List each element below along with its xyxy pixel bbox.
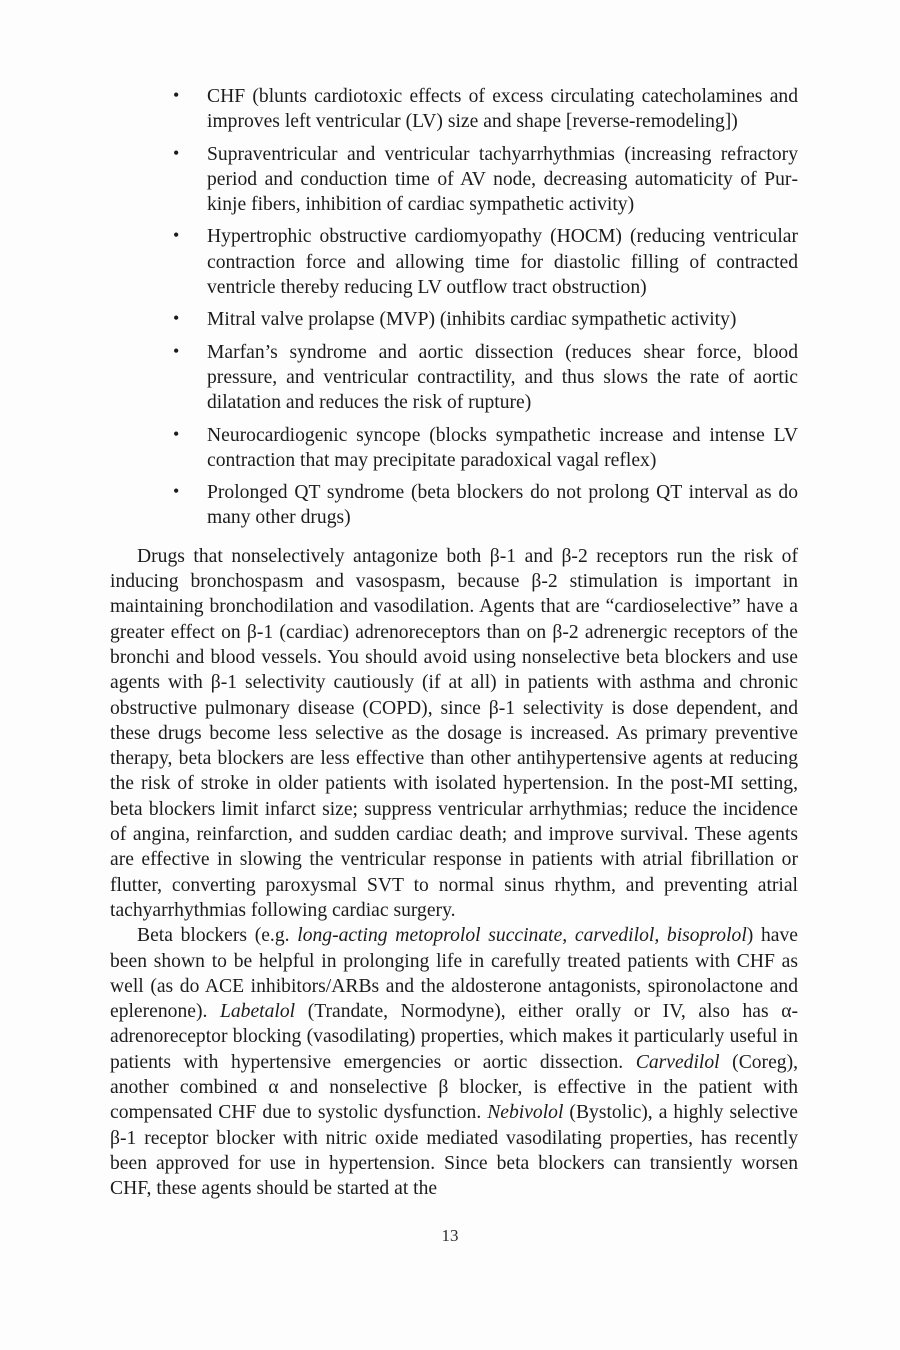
- list-item-text: Neurocardiogenic syncope (blocks sympathetic increase and intense LV contraction that may precipitate paradoxical vagal reflex): [207, 424, 798, 471]
- bullet-icon: •: [173, 142, 180, 163]
- text-run: Beta blockers (e.g.: [137, 925, 298, 947]
- paragraph: [110, 544, 798, 923]
- list-item: [110, 480, 798, 531]
- bullet-icon: •: [173, 225, 180, 246]
- list-item: [110, 423, 798, 474]
- text-run: Drugs that nonselectively antagonize both β-1 and β-2 receptors run the risk of inducing bronchospasm and vasospasm, because β-2 stimulation is important in maintaining bronchodilation and vasodilation. Agents that are “cardioselective” have a greater effect on β-1 (cardiac) adrenoreceptors than on β-2 adrenergic receptors of the bronchi and blood vessels. You should avoid using nonselective beta blockers and use agents with β-1 selectivity cautiously (if at all) in patients with asthma and chronic obstructive pulmonary disease (COPD), since β-1 selectivity is dose dependent, and these drugs become less selective as the dosage is increased. As primary preventive therapy, beta blockers are less effective than other antihypertensive agents at reducing the risk of stroke in older patients with isolated hypertension. In the post-MI setting, beta blockers limit infarct size; suppress ventricular arrhythmias; reduce the incidence of angina, reinfarction, and sudden cardiac death; and improve survival. These agents are effective in slowing the ventricular response in patients with atrial fibrillation or flutter, converting paroxysmal SVT to normal sinus rhythm, and preventing atrial tachyarrhythmias following cardiac surgery.: [110, 545, 798, 921]
- body-paragraphs: [110, 544, 798, 1202]
- list-item-text: Mitral valve prolapse (MVP) (inhibits cardiac sympathetic activity): [207, 309, 737, 331]
- drug-name-italic: Labetalol: [219, 1001, 296, 1023]
- list-item: [110, 340, 798, 416]
- list-item-text: Hypertrophic obstructive cardiomyopathy (HOCM) (reducing ventricular contraction force and allowing time for diastolic filling of contracted ventricle thereby reducing LV outflow tract obstruction): [207, 226, 798, 299]
- list-item: [110, 142, 798, 218]
- list-item: [110, 307, 798, 332]
- indications-list: [110, 84, 798, 531]
- list-item-text: CHF (blunts cardiotoxic effects of excess circulating catecholamines and improves left ventricular (LV) size and shape [reverse-remodeling]): [207, 86, 798, 133]
- drug-name-italic: long-acting metoprolol succinate, carvedilol, bisoprolol: [297, 925, 747, 947]
- list-item: [110, 84, 798, 135]
- text-run: (Coreg), another combined α and nonselective β blocker, is effective in the patient with compensated CHF due to systolic dysfunction.: [110, 1051, 798, 1124]
- drug-name-italic: Nebivolol: [487, 1102, 564, 1124]
- bullet-icon: •: [173, 85, 180, 105]
- list-item-text: Prolonged QT syndrome (beta blockers do not prolong QT interval as do many other drugs): [207, 482, 798, 529]
- page-content: [110, 84, 798, 1201]
- list-item-text: Supraventricular and ventricular tachyarrhythmias (increasing refractory period and conduction time of AV node, decreasing automaticity of Purkinje fibers, inhibition of cardiac sympathetic activity): [207, 143, 798, 216]
- list-item: [110, 224, 798, 300]
- list-item-text: Marfan’s syndrome and aortic dissection (reduces shear force, blood pressure, and ventricular contractility, and thus slows the rate of aortic dilatation and reduces the risk of rupture): [207, 341, 798, 414]
- bullet-icon: •: [173, 308, 180, 329]
- page-number: 13: [441, 1226, 459, 1245]
- paragraph: [110, 923, 798, 1201]
- text-run: ) have been shown to be helpful in prolonging life in carefully treated patients with CHF as well (as do ACE inhibitors/ARBs and the aldosterone antagonists, spironolactone and eplerenone).: [110, 925, 798, 1023]
- text-run: (Trandate, Normodyne), either orally or IV, also has α- adrenoreceptor blocking (vasodilating) properties, which makes it particularly useful in patients with hypertensive emergencies or aortic dissection.: [110, 1001, 799, 1073]
- bullet-icon: •: [173, 340, 180, 361]
- bullet-icon: •: [173, 423, 180, 444]
- drug-name-italic: Carvedilol: [635, 1051, 720, 1073]
- bullet-icon: •: [173, 481, 180, 502]
- text-run: (Bystolic), a highly selective β-1 receptor blocker with nitric oxide mediated vasodilating properties, has recently been approved for use in hypertension. Since beta blockers can transiently worsen CHF, these agents should be started at the: [110, 1102, 799, 1200]
